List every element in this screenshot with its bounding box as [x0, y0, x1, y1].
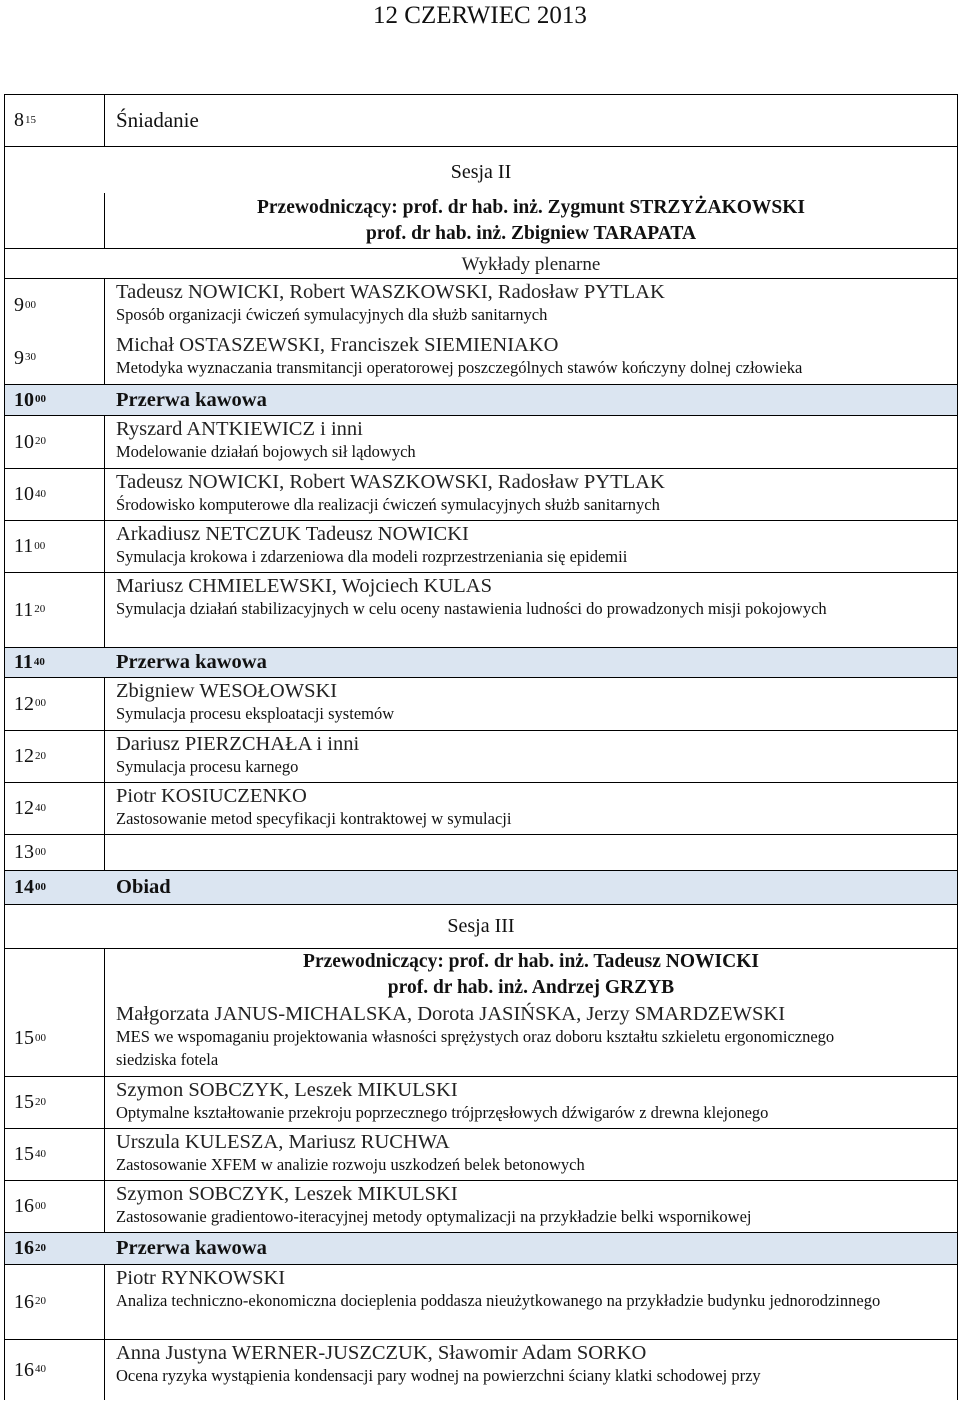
empty-slot-row [4, 835, 958, 871]
talk-row [4, 678, 958, 731]
talk-title: Ocena ryzyka wystąpienia kondensacji pary wodnej na powierzchni ściany klatki schodowej przy [116, 1366, 761, 1385]
talk-authors: Urszula KULESZA, Mariusz RUCHWA [116, 1131, 450, 1153]
talk-cell [105, 1077, 957, 1128]
session-header [4, 147, 958, 193]
chairs-cell [105, 949, 957, 1001]
schedule-row-breakfast [4, 95, 958, 147]
schedule-table [4, 94, 958, 1400]
talk-authors: Małgorzata JANUS-MICHALSKA, Dorota JASIŃSKA, Jerzy SMARDZEWSKI [116, 1003, 786, 1025]
talk-authors: Anna Justyna WERNER-JUSZCZUK, Sławomir Adam SORKO [116, 1342, 647, 1364]
chair-line-1: Przewodniczący: prof. dr hab. inż. Tadeusz NOWICKI [303, 951, 759, 972]
talk-row [4, 469, 958, 521]
talk-row [4, 1129, 958, 1181]
session-label: Sesja III [447, 915, 515, 937]
talk-row [4, 332, 958, 385]
talk-title: Symulacja krokowa i zdarzeniowa dla modeli rozprzestrzeniania się epidemii [116, 547, 628, 566]
talk-row [4, 1001, 958, 1077]
talk-title: Analiza techniczno-ekonomiczna docieplenia poddasza nieużytkowanego na przykładzie budynku jednorodzinnego [116, 1291, 881, 1310]
break-row [4, 1233, 958, 1265]
time-cell: 16 $^{00}$ [5, 1181, 105, 1232]
time-cell: 10 $^{20}$ [5, 416, 105, 468]
talk-cell [105, 469, 957, 520]
talk-authors: Piotr RYNKOWSKI [116, 1267, 286, 1289]
talk-authors: Ryszard ANTKIEWICZ i inni [116, 418, 363, 440]
break-cell [105, 1233, 957, 1264]
talk-cell [105, 1129, 957, 1180]
talk-title: Zastosowanie XFEM w analizie rozwoju uszkodzeń belek betonowych [116, 1155, 585, 1174]
talk-cell [105, 416, 957, 468]
talk-authors: Michał OSTASZEWSKI, Franciszek SIEMIENIAKO [116, 334, 559, 356]
page-title [0, 3, 960, 28]
break-row [4, 385, 958, 416]
talk-row [4, 279, 958, 332]
empty-cell [105, 835, 957, 870]
talk-authors: Piotr KOSIUCZENKO [116, 785, 307, 807]
talk-title: Symulacja procesu eksploatacji systemów [116, 704, 395, 723]
talk-cell [105, 1181, 957, 1232]
talk-row [4, 783, 958, 835]
chairs-cell [105, 193, 957, 248]
time-cell: 12 $^{40}$ [5, 783, 105, 834]
talk-row [4, 521, 958, 573]
time-cell: 11 $^{00}$ [5, 521, 105, 572]
time-cell: 9 $^{00}$ [5, 279, 105, 332]
time-cell: 9 $^{30}$ [5, 332, 105, 384]
talk-row [4, 1340, 958, 1400]
chair-line-2: prof. dr hab. inż. Andrzej GRZYB [387, 977, 675, 998]
lunch-cell [105, 871, 957, 904]
break-label: Przerwa kawowa [116, 388, 267, 411]
session-chairs [4, 193, 958, 249]
talk-authors: Arkadiusz NETCZUK Tadeusz NOWICKI [116, 523, 469, 545]
talk-title: Zastosowanie metod specyfikacji kontraktowej w symulacji [116, 809, 512, 828]
session-label: Sesja II [450, 161, 512, 183]
time-cell-empty [5, 193, 105, 248]
break-label: Przerwa kawowa [116, 1237, 267, 1259]
time-cell: 11 $^{40}$ [14, 651, 45, 673]
talk-title: Optymalne kształtowanie przekroju poprzecznego trójprzęsłowych dźwigarów z drewna klejonego [116, 1103, 769, 1122]
talk-authors: Tadeusz NOWICKI, Robert WASZKOWSKI, Radosław PYTLAK [116, 281, 665, 303]
talk-row [4, 416, 958, 469]
time-cell: 14 $^{00}$ [14, 876, 46, 898]
break-cell [105, 385, 957, 415]
talk-row [4, 1181, 958, 1233]
talk-authors: Dariusz PIERZCHAŁA i inni [116, 733, 360, 755]
talk-title: MES we wspomaganiu projektowania własności sprężystych oraz doboru kształtu szkieletu ergonomicznego siedziska fotela [116, 1027, 835, 1069]
talk-cell [105, 521, 957, 572]
talk-authors: Mariusz CHMIELEWSKI, Wojciech KULAS [116, 575, 493, 597]
time-cell: 16 $^{20}$ [5, 1265, 105, 1339]
talk-row [4, 573, 958, 648]
break-row [4, 648, 958, 678]
talk-authors: Tadeusz NOWICKI, Robert WASZKOWSKI, Radosław PYTLAK [116, 471, 665, 493]
talk-cell [105, 1001, 957, 1076]
chair-line-2: prof. dr hab. inż. Zbigniew TARAPATA [365, 223, 697, 244]
talk-row [4, 731, 958, 783]
plenary-label: Wykłady plenarne [461, 254, 601, 275]
talk-title: Sposób organizacji ćwiczeń symulacyjnych dla służb sanitarnych [116, 305, 548, 324]
time-cell: 8 $^{15}$ [5, 95, 105, 146]
talk-cell [105, 678, 957, 730]
talk-cell [105, 731, 957, 782]
talk-cell [105, 279, 957, 332]
talk-cell [105, 1340, 957, 1400]
time-cell: 12 $^{20}$ [5, 731, 105, 782]
event-cell [105, 95, 957, 146]
time-cell: 16 $^{40}$ [5, 1340, 105, 1400]
time-cell: 13 $^{00}$ [5, 835, 105, 870]
talk-cell [105, 332, 957, 384]
talk-authors: Zbigniew WESOŁOWSKI [116, 680, 338, 702]
talk-title: Zastosowanie gradientowo-iteracyjnej metody optymalizacji na przykładzie belki wspornikowej [116, 1207, 752, 1226]
time-cell: 12 $^{00}$ [5, 678, 105, 730]
break-cell [105, 648, 957, 677]
plenary-row [4, 249, 958, 279]
lunch-row [4, 871, 958, 905]
talk-authors: Szymon SOBCZYK, Leszek MIKULSKI [116, 1183, 458, 1205]
title-month-year: CZERWIEC 2013 [404, 2, 587, 29]
time-cell: 16 $^{20}$ [14, 1237, 46, 1259]
time-cell: 10 $^{00}$ [14, 388, 46, 411]
session-chairs [4, 949, 958, 1001]
talk-title: Środowisko komputerowe dla realizacji ćwiczeń symulacyjnych służb sanitarnych [116, 495, 660, 514]
time-cell: 15 $^{20}$ [5, 1077, 105, 1128]
talk-title: Metodyka wyznaczania transmitancji operatorowej poszczególnych stawów kończyny dolnej człowieka [116, 358, 803, 377]
breakfast-label: Śniadanie [116, 108, 199, 132]
chair-line-1: Przewodniczący: prof. dr hab. inż. Zygmunt STRZYŻAKOWSKI [256, 197, 806, 218]
talk-row [4, 1265, 958, 1340]
time-cell: 11 $^{20}$ [5, 573, 105, 647]
time-cell: 10 $^{40}$ [5, 469, 105, 520]
break-label: Przerwa kawowa [116, 651, 267, 673]
talk-cell [105, 573, 957, 647]
talk-cell [105, 1265, 957, 1339]
time-cell-empty [5, 949, 105, 1001]
title-day: 12 [373, 2, 399, 29]
talk-title: Symulacja procesu karnego [116, 757, 299, 776]
talk-title: Modelowanie działań bojowych sił lądowych [116, 442, 416, 461]
talk-cell [105, 783, 957, 834]
time-cell: 15 $^{00}$ [5, 1001, 105, 1076]
talk-authors: Szymon SOBCZYK, Leszek MIKULSKI [116, 1079, 458, 1101]
talk-row [4, 1077, 958, 1129]
time-cell: 15 $^{40}$ [5, 1129, 105, 1180]
session-header [4, 905, 958, 949]
talk-title: Symulacja działań stabilizacyjnych w celu oceny nastawienia ludności do prowadzonych misji pokojowych [116, 599, 827, 618]
lunch-label: Obiad [116, 876, 171, 898]
